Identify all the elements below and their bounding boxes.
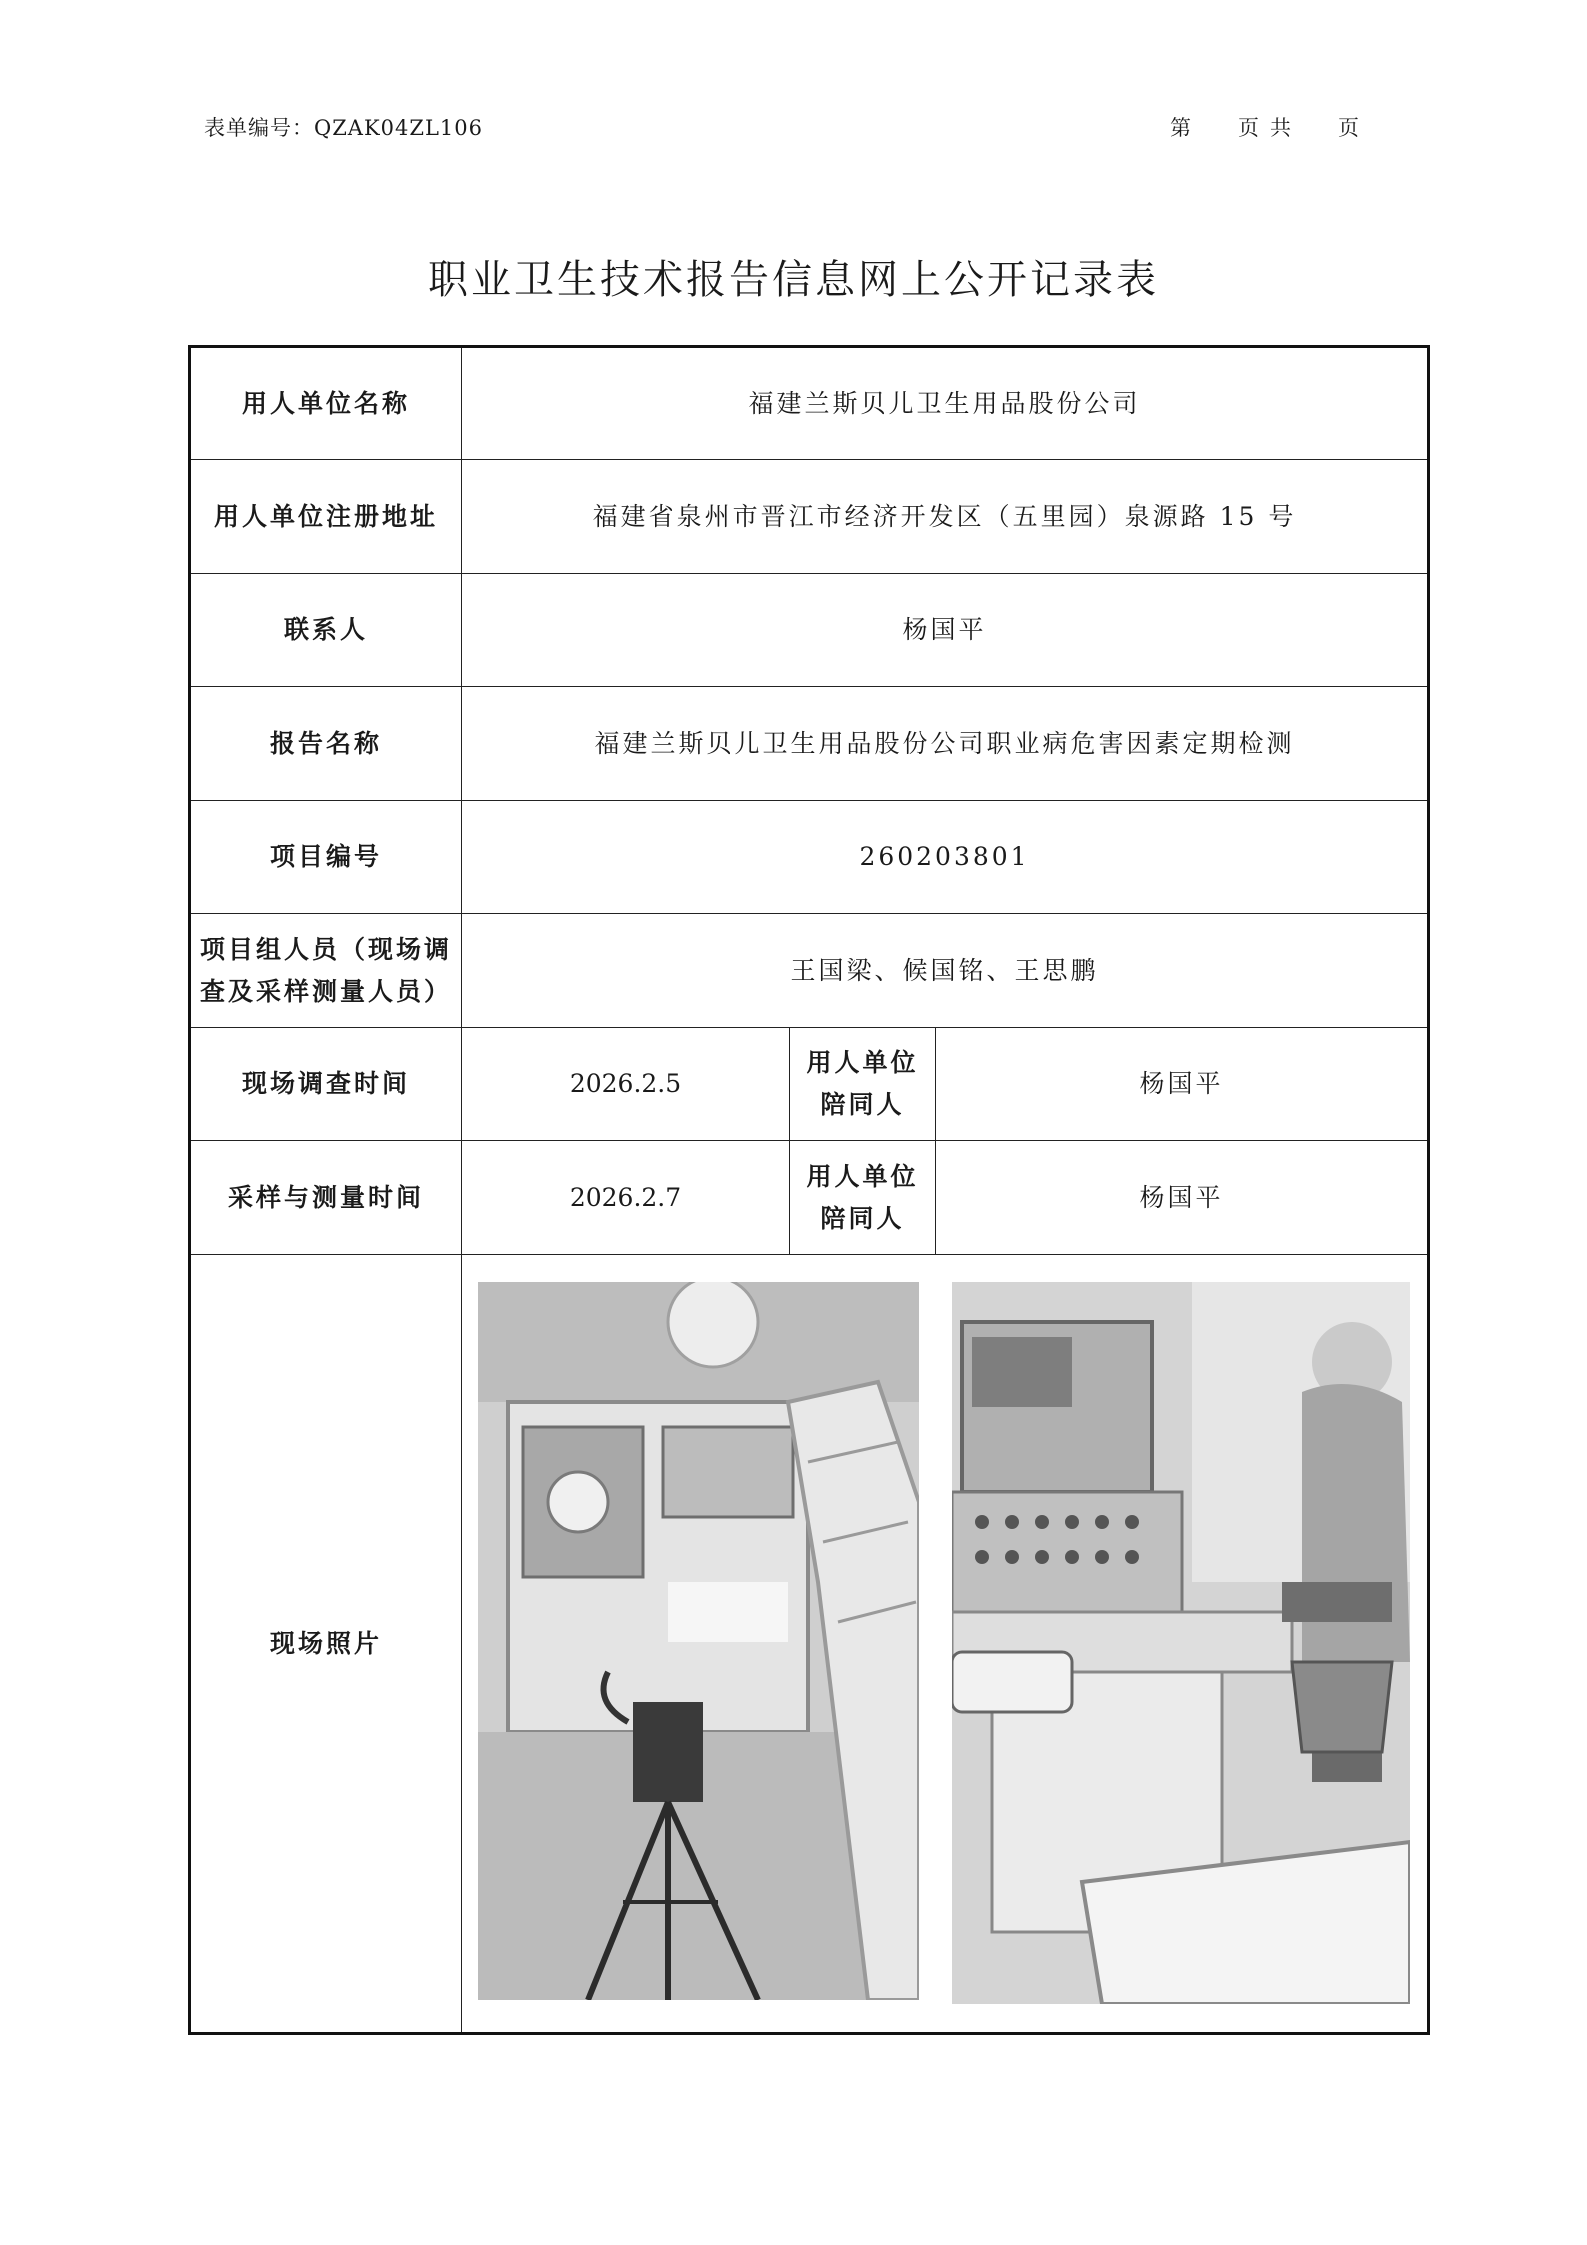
sampling-label: 采样与测量时间 — [190, 1141, 462, 1255]
photos-cell — [462, 1255, 1429, 2034]
project-no-label: 项目编号 — [190, 801, 462, 914]
team-label-line2: 查及采样测量人员） — [199, 976, 452, 1006]
team-label-line1: 项目组人员（现场调 — [199, 934, 452, 964]
site-photo-2 — [952, 1282, 1410, 2004]
survey-companion-line2: 陪同人 — [820, 1090, 905, 1119]
site-photo-2-image — [952, 1282, 1410, 2004]
page-indicator — [1170, 112, 1360, 142]
row-address — [190, 460, 1429, 574]
survey-companion-label — [790, 1028, 936, 1141]
record-table — [188, 345, 1430, 2035]
report-name-label: 报告名称 — [190, 687, 462, 801]
address-label: 用人单位注册地址 — [190, 460, 462, 574]
row-photos — [190, 1255, 1429, 2034]
survey-companion-line1: 用人单位 — [806, 1048, 919, 1077]
survey-label: 现场调查时间 — [190, 1028, 462, 1141]
report-name-value: 福建兰斯贝儿卫生用品股份公司职业病危害因素定期检测 — [462, 687, 1429, 801]
contact-value: 杨国平 — [462, 574, 1429, 687]
page-ye1: 页 — [1238, 116, 1260, 140]
row-sampling — [190, 1141, 1429, 1255]
row-unit-name — [190, 347, 1429, 460]
photos-label: 现场照片 — [190, 1255, 462, 2034]
sampling-companion-label — [790, 1141, 936, 1255]
sampling-date: 2026.2.7 — [462, 1141, 790, 1255]
survey-date: 2026.2.5 — [462, 1028, 790, 1141]
site-photo-1 — [478, 1282, 919, 2000]
project-no-value: 260203801 — [462, 801, 1429, 914]
unit-name-value: 福建兰斯贝儿卫生用品股份公司 — [462, 347, 1429, 460]
team-label — [190, 914, 462, 1028]
address-value: 福建省泉州市晋江市经济开发区（五里园）泉源路 15 号 — [462, 460, 1429, 574]
row-survey — [190, 1028, 1429, 1141]
row-contact — [190, 574, 1429, 687]
sampling-companion: 杨国平 — [936, 1141, 1429, 1255]
photos-area — [462, 1255, 1427, 2032]
row-team — [190, 914, 1429, 1028]
page-title: 职业卫生技术报告信息网上公开记录表 — [428, 257, 1159, 303]
contact-label: 联系人 — [190, 574, 462, 687]
survey-companion: 杨国平 — [936, 1028, 1429, 1141]
team-value: 王国梁、候国铭、王思鹏 — [462, 914, 1429, 1028]
page-gong: 共 — [1270, 116, 1292, 140]
form-number: 表单编号：QZAK04ZL106 — [204, 116, 484, 140]
sampling-companion-line1: 用人单位 — [806, 1161, 919, 1191]
page-di: 第 — [1170, 116, 1192, 140]
sampling-companion-line2: 陪同人 — [820, 1203, 905, 1233]
row-project-no — [190, 801, 1429, 914]
row-report-name — [190, 687, 1429, 801]
site-photo-1-image — [478, 1282, 919, 2000]
page-ye2: 页 — [1338, 116, 1360, 140]
unit-name-label: 用人单位名称 — [190, 347, 462, 460]
